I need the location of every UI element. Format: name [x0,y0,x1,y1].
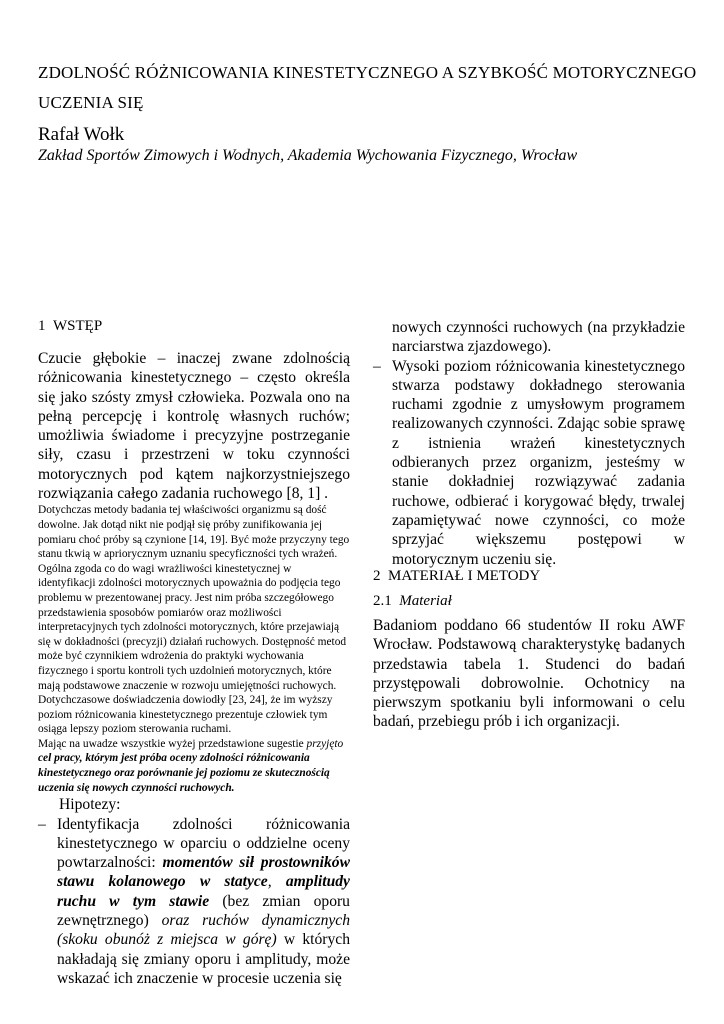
aims-italic-word: przyjęto [306,737,344,750]
hypothesis-item-2 [373,357,685,569]
intro-small-paragraph-1: Dotychczas metody badania tej właściwości organizmu są dość dowolne. Jak dotąd nikt nie podjął się próby zunifikowania jej pomiaru choć próby są czynione [14, 19]. Być może przyczyny tego stanu tkwią w apriorycznym uznaniu specyficzności tych wrażeń. Ogólna zgoda co do wagi wrażliwości kinestetycznej w identyfikacji zdolności motorycznych upoważnia do podjęcia tego problemu w prezentowanej pracy. Jest nim próba szczegółowego przedstawienia sposobów pomiarów oraz możliwości interpretacyjnych tych zdolności motorycznych, które przejawiają się w dokładności (precyzji) działań ruchowych. Dostępność metod może być czynnikiem wdrożenia do praktyki wychowania fizycznego i sportu kontroli tych uzdolnień motorycznych, które mają podstawowe znaczenie w rozwoju umiejętności ruchowych. [38,504,350,692]
hypothesis-item-1 [38,815,350,989]
aims-lead-text: Mając na uwadze wszystkie wyżej przedstawione sugestie [38,737,304,750]
hypotheses-label: Hipotezy: [59,796,121,814]
dash-bullet-icon: – [373,357,381,375]
left-column [38,318,350,988]
methods-section [373,568,685,732]
right-column [373,318,685,569]
subsection-heading-material: 2.1 Materiał [373,593,452,609]
aims-bold-text: cel pracy, którym jest próba oceny zdolności różnicowania kinestetycznego oraz porównanie jej poziomu ze skutecznością uczenia się nowych czynności ruchowych. [38,752,330,794]
section-heading-methods: 2 MATERIAŁ I METODY [373,568,541,584]
intro-small-paragraph-3 [38,737,350,795]
hypothesis-2-text: Wysoki poziom różnicowania kinestetycznego stwarza podstawy dokładnego sterowania ruchami zgodnie z umysłowym programem realizowanych czynności. Zdając sobie sprawę z istnienia wrażeń kinestetycznych odbieranych przez organizm, jesteśmy w stanie dokładniej rozwiązywać zadania ruchowe, odbierać i korygować błędy, trwalej zapamiętywać nowe czynności, co może sprzyjać większemu postępowi w motorycznym uczeniu się. [392,357,685,568]
dash-bullet-icon: – [38,815,46,833]
material-paragraph: Badaniom poddano 66 studentów II roku AWF Wrocław. Podstawową charakterystykę badanych przedstawia tabela 1. Studenci do badań przystępowali dobrowolnie. Ochotnicy na pierwszym spotkaniu byli informowani o celu badań, przebiegu prób i ich organizacji. [373,617,685,731]
hypothesis-1-text: Identyfikacja zdolności różnicowania kinestetycznego w oparciu o oddzielne oceny powtarzalności: momentów sił prostowników stawu kolanowego w statyce, amplitudy ruchu w tym stawie (bez zmian oporu zewnętrznego) oraz ruchów dynamicznych (skoku obunóż z miejsca w górę) w których nakładają się zmiany oporu i amplitudy, może wskazać ich znaczenie w procesie uczenia się [57,815,351,987]
paper-title: ZDOLNOŚĆ RÓŻNICOWANIA KINESTETYCZNEGO A SZYBKOŚĆ MOTORYCZNEGO UCZENIA SIĘ [38,63,697,112]
hypothesis-item-1-continued: nowych czynności ruchowych (na przykładzie narciarstwa zjazdowego). [392,319,685,356]
intro-small-paragraph-2: Dotychczasowe doświadczenia dowiodły [23, 24], że im wyższy poziom różnicowania kinestetycznego prezentuje człowiek tym osiąga lepszy poziom sterowania ruchami. [38,694,333,736]
intro-paragraph: Czucie głębokie – inaczej zwane zdolnością różnicowania kinestetycznego – często określa się jako szósty zmysł człowieka. Pozwala ono na pełną percepcję i kontrolę własnych ruchów; umożliwia świadome i precyzyjne postrzeganie siły, czasu i przestrzeni w toku czynności motorycznych pod kątem najkorzystniejszego rozwiązania całego zadania ruchowego [8, 1] . [38,350,350,503]
section-heading-intro: 1 WSTĘP [38,318,103,334]
author-affiliation: Zakład Sportów Zimowych i Wodnych, Akademia Wychowania Fizycznego, Wrocław [38,147,578,164]
author-name: Rafał Wołk [38,124,125,145]
